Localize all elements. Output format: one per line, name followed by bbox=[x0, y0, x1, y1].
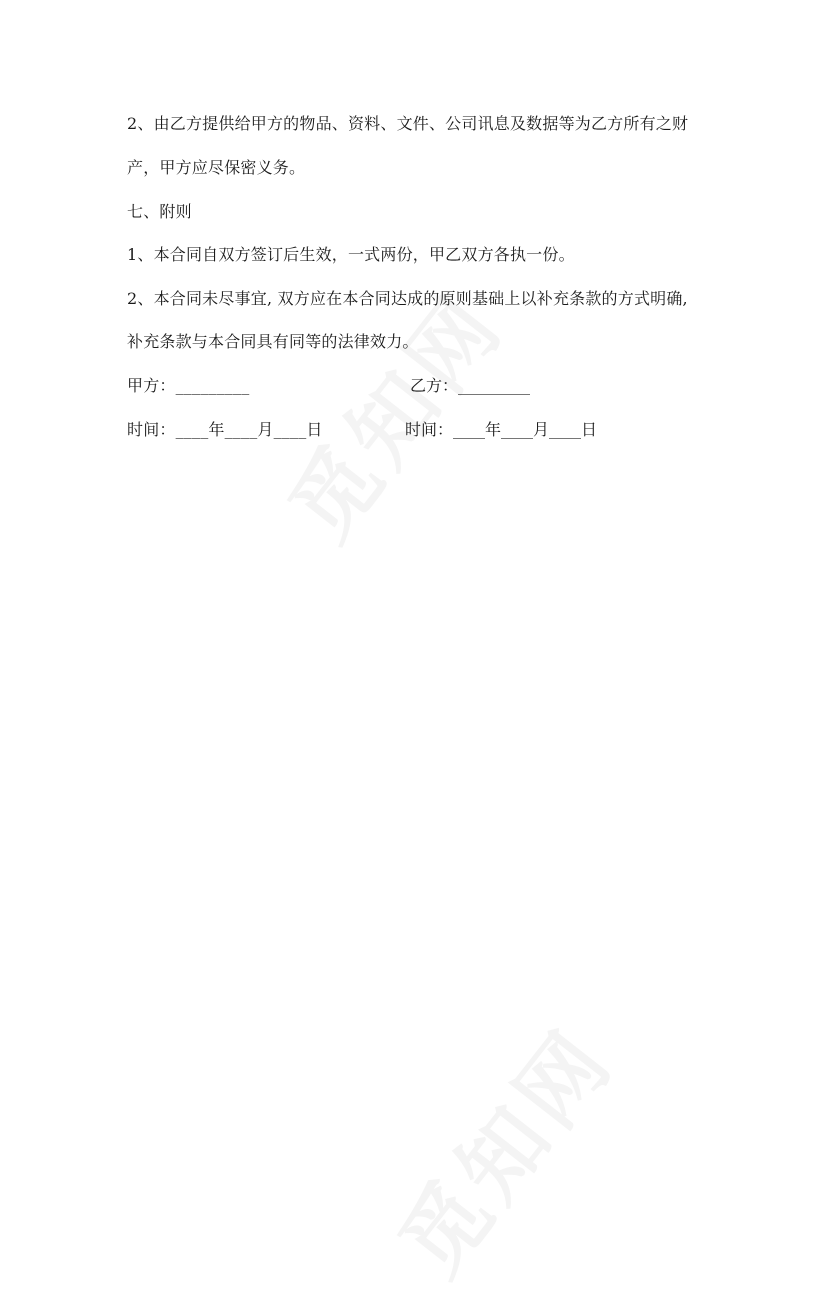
paragraph-item-2-line1: 2、由乙方提供给甲方的物品、资料、文件、公司讯息及数据等为乙方所有之财 bbox=[127, 114, 689, 133]
watermark-bottom bbox=[365, 998, 636, 1296]
party-b-signature: 乙方：_________ bbox=[410, 376, 531, 395]
party-b-date: 时间：____年____月____日 bbox=[405, 420, 598, 439]
appendix-item-2-line1: 2、本合同未尽事宜, 双方应在本合同达成的原则基础上以补充条款的方式明确, bbox=[127, 289, 688, 308]
section-heading-appendix: 七、附则 bbox=[127, 202, 192, 221]
appendix-item-2-line2: 补充条款与本合同具有同等的法律效力。 bbox=[127, 332, 419, 351]
party-a-date: 时间：____年____月____日 bbox=[127, 420, 323, 439]
appendix-item-1: 1、本合同自双方签订后生效，一式两份，甲乙双方各执一份。 bbox=[127, 245, 575, 264]
party-a-signature: 甲方：_________ bbox=[127, 376, 250, 395]
paragraph-item-2-line2: 产，甲方应尽保密义务。 bbox=[127, 158, 306, 177]
